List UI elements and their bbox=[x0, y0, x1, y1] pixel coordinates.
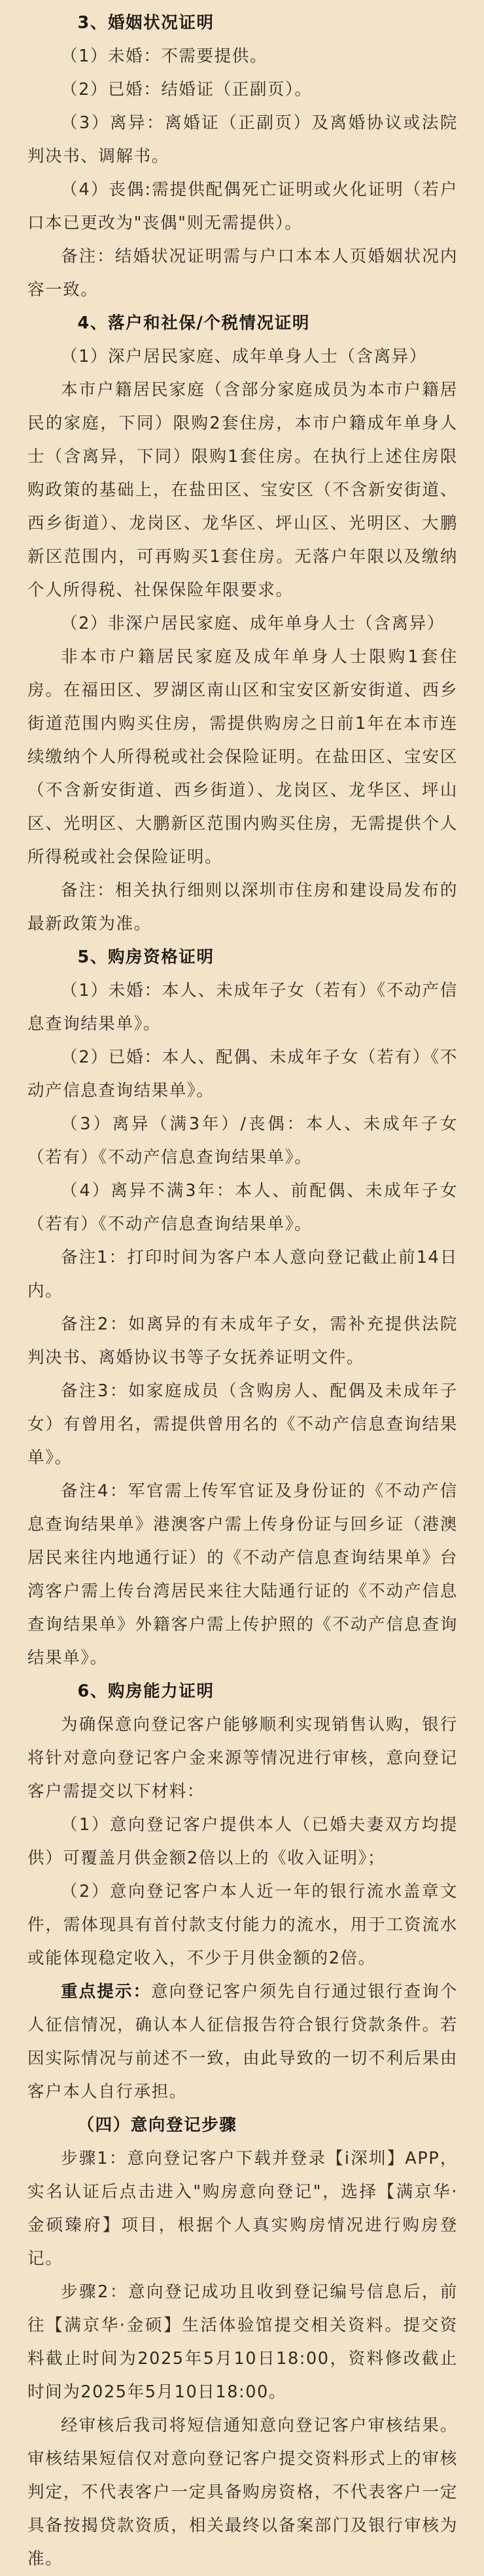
hukou-item-1: （1）深户居民家庭、成年单身人士（含离异） bbox=[61, 347, 427, 366]
section-heading-hukou: 4、落户和社保/个税情况证明 bbox=[77, 313, 310, 333]
section-heading-ability: 6、购房能力证明 bbox=[77, 1682, 215, 1701]
step-1: 步骤1：意向登记客户下载并登录【i深圳】APP，实名认证后点击进入"购房意向登记"，选择【满京华·金硕臻府】项目，根据个人真实购房情况进行购房登记。 bbox=[27, 2149, 458, 2268]
qualification-note-3: 备注3：如家庭成员（含购房人、配偶及未成年子女）有曾用名，需提供曾用名的《不动产信息查询结果单》。 bbox=[27, 1381, 458, 1468]
ability-item-2: （2）意向登记客户本人近一年的银行流水盖章文件，需体现具有首付款支付能力的流水，用于工资流水或能体现稳定收入，不少于月供金额的2倍。 bbox=[27, 1882, 458, 1968]
step-2: 步骤2：意向登记成功且收到登记编号信息后，前往【满京华·金硕】生活体验馆提交相关资料。提交资料截止时间为2025年5月10日18:00，资料修改截止时间为2025年5月10日18:00。 bbox=[27, 2282, 458, 2402]
section-heading-steps: （四）意向登记步骤 bbox=[77, 2115, 237, 2135]
qualification-note-1: 备注1：打印时间为客户本人意向登记截止前14日内。 bbox=[27, 1248, 458, 1301]
marriage-item-2: （2）已婚：结婚证（正副页）。 bbox=[61, 80, 313, 99]
section-heading-qualification: 5、购房资格证明 bbox=[77, 947, 215, 967]
hukou-note: 备注：相关执行细则以深圳市住房和建设局发布的最新政策为准。 bbox=[27, 881, 458, 934]
marriage-item-4: （4）丧偶:需提供配偶死亡证明或火化证明（若户口本已更改为"丧偶"则无需提供）。 bbox=[27, 180, 458, 233]
hukou-item-2: （2）非深户居民家庭、成年单身人士（含离异） bbox=[61, 614, 445, 633]
hukou-item-2-body: 非本市户籍居民家庭及成年单身人士限购1套住房。在福田区、罗湖区南山区和宝安区新安街道、西乡街道范围内购买住房，需提供购房之日前1年在本市连续缴纳个人所得税或社会保险证明。在盐田区、宝安区（不含新安街道、西乡街道）、龙岗区、龙华区、坪山区、光明区、大鹏新区范围内购买住房，无需提供个人所得税或社会保险证明。 bbox=[27, 647, 458, 867]
ability-intro: 为确保意向登记客户能够顺利实现销售认购，银行将针对意向登记客户金来源等情况进行审核，意向登记客户需提交以下材料： bbox=[27, 1715, 458, 1801]
ability-item-1: （1）意向登记客户提供本人（已婚夫妻双方均提供）可覆盖月供金额2倍以上的《收入证明》； bbox=[27, 1815, 458, 1868]
review-note: 经审核后我司将短信通知意向登记客户审核结果。审核结果短信仅对意向登记客户提交资料形式上的审核判定，不代表客户一定具备购房资格，不代表客户一定具备按揭贷款资质，相关最终以备案部门及银行审核为准。 bbox=[27, 2416, 458, 2569]
marriage-note: 备注：结婚状况证明需与户口本本人页婚姻状况内容一致。 bbox=[27, 247, 458, 300]
marriage-item-1: （1）未婚：不需要提供。 bbox=[61, 46, 268, 66]
qualification-item-2: （2）已婚：本人、配偶、未成年子女（若有）《不动产信息查询结果单》。 bbox=[27, 1048, 458, 1101]
qualification-item-1: （1）未婚：本人、未成年子女（若有）《不动产信息查询结果单》。 bbox=[27, 981, 458, 1034]
section-heading-marriage: 3、婚姻状况证明 bbox=[77, 13, 215, 33]
hukou-item-1-body: 本市户籍居民家庭（含部分家庭成员为本市户籍居民的家庭，下同）限购2套住房，本市户籍成年单身人士（含离异，下同）限购1套住房。在执行上述住房限购政策的基础上，在盐田区、宝安区（不含新安街道、西乡街道）、龙岗区、龙华区、坪山区、光明区、大鹏新区范围内，可再购买1套住房。无落户年限以及缴纳个人所得税、社保保险年限要求。 bbox=[27, 380, 458, 600]
qualification-item-3: （3）离异（满3年）/丧偶：本人、未成年子女（若有）《不动产信息查询结果单》。 bbox=[27, 1114, 458, 1167]
qualification-note-2: 备注2：如离异的有未成年子女，需补充提供法院判决书、离婚协议书等子女抚养证明文件。 bbox=[27, 1314, 458, 1367]
qualification-note-4: 备注4：军官需上传军官证及身份证的《不动产信息查询结果单》港澳客户需上传身份证与回乡证（港澳居民来往内地通行证）的《不动产信息查询结果单》台湾客户需上传台湾居民来往大陆通行证的《不动产信息查询结果单》外籍客户需上传护照的《不动产信息查询结果单》。 bbox=[27, 1481, 458, 1668]
key-notice bbox=[27, 1975, 458, 2109]
qualification-item-4: （4）离异不满3年：本人、前配偶、未成年子女（若有）《不动产信息查询结果单》。 bbox=[27, 1181, 458, 1234]
key-notice-body: 意向登记客户须先自行通过银行查询个人征信情况，确认本人征信报告符合银行贷款条件。若因实际情况与前述不一致，由此导致的一切不利后果由客户本人自行承担。 bbox=[27, 1982, 458, 2102]
marriage-item-3: （3）离异：离婚证（正副页）及离婚协议或法院判决书、调解书。 bbox=[27, 113, 458, 166]
key-notice-label: 重点提示： bbox=[61, 1982, 152, 2002]
